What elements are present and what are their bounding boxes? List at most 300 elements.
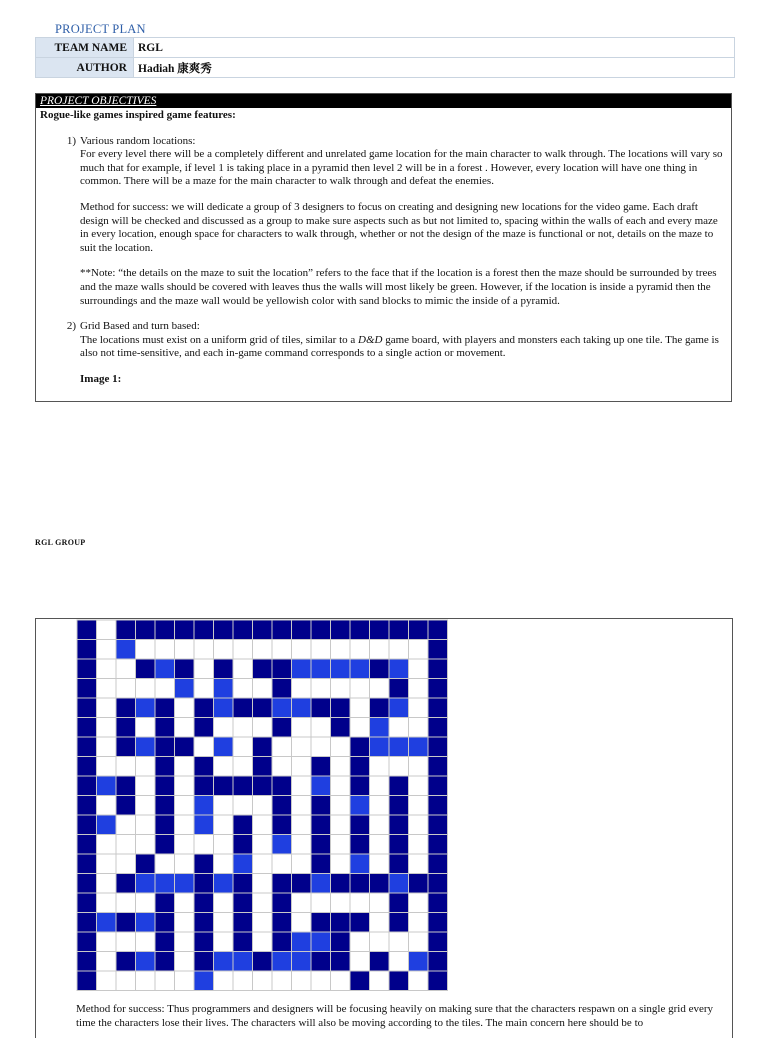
maze-floor-tile <box>155 854 175 874</box>
maze-wall-tile <box>253 952 273 972</box>
team-name-value: RGL <box>134 38 735 58</box>
maze-wall-tile <box>428 679 448 699</box>
maze-floor-tile <box>194 659 214 679</box>
maze-wall-tile <box>233 698 253 718</box>
maze-floor-tile <box>311 718 331 738</box>
maze-wall-tile <box>311 776 331 796</box>
maze-floor-tile <box>175 932 195 952</box>
maze-wall-tile <box>428 952 448 972</box>
maze-floor-tile <box>97 971 117 991</box>
maze-wall-tile <box>214 698 234 718</box>
maze-wall-tile <box>253 991 273 992</box>
maze-floor-tile <box>214 796 234 816</box>
maze-floor-tile <box>370 796 390 816</box>
maze-floor-tile <box>253 796 273 816</box>
maze-wall-tile <box>116 952 136 972</box>
maze-floor-tile <box>370 854 390 874</box>
maze-wall-tile <box>370 952 390 972</box>
maze-floor-tile <box>253 932 273 952</box>
maze-floor-tile <box>253 971 273 991</box>
list-item-number: 2) <box>66 320 76 333</box>
maze-wall-tile <box>77 796 97 816</box>
maze-floor-tile <box>253 874 273 894</box>
maze-wall-tile <box>428 991 448 992</box>
maze-floor-tile <box>409 932 429 952</box>
maze-wall-tile <box>428 854 448 874</box>
maze-wall-tile <box>370 698 390 718</box>
maze-floor-tile <box>97 659 117 679</box>
maze-floor-tile <box>97 854 117 874</box>
maze-wall-tile <box>136 659 156 679</box>
maze-floor-tile <box>409 640 429 660</box>
maze-floor-tile <box>214 718 234 738</box>
maze-wall-tile <box>77 698 97 718</box>
maze-floor-tile <box>175 971 195 991</box>
project-objectives-section <box>35 93 732 402</box>
list-item-title: Grid Based and turn based: <box>80 320 200 333</box>
maze-wall-tile <box>77 659 97 679</box>
maze-floor-tile <box>389 640 409 660</box>
maze-floor-tile <box>233 796 253 816</box>
maze-wall-tile <box>272 835 292 855</box>
footer-label: RGL GROUP <box>35 538 86 547</box>
maze-floor-tile <box>350 932 370 952</box>
maze-floor-tile <box>136 757 156 777</box>
maze-wall-tile <box>233 913 253 933</box>
maze-floor-tile <box>97 796 117 816</box>
maze-floor-tile <box>253 718 273 738</box>
maze-wall-tile <box>331 913 351 933</box>
maze-floor-tile <box>331 971 351 991</box>
maze-wall-tile <box>175 874 195 894</box>
maze-floor-tile <box>389 718 409 738</box>
maze-wall-tile <box>77 640 97 660</box>
maze-wall-tile <box>292 952 312 972</box>
maze-floor-tile <box>331 640 351 660</box>
maze-wall-tile <box>233 815 253 835</box>
maze-floor-tile <box>175 952 195 972</box>
maze-floor-tile <box>136 932 156 952</box>
maze-wall-tile <box>428 796 448 816</box>
maze-floor-tile <box>175 757 195 777</box>
maze-wall-tile <box>428 874 448 894</box>
maze-wall-tile <box>77 835 97 855</box>
objectives-subheading: Rogue-like games inspired game features: <box>40 109 236 121</box>
maze-floor-tile <box>116 932 136 952</box>
maze-wall-tile <box>194 796 214 816</box>
maze-floor-tile <box>214 815 234 835</box>
maze-wall-tile <box>155 776 175 796</box>
maze-wall-tile <box>311 952 331 972</box>
maze-wall-tile <box>77 854 97 874</box>
maze-wall-tile <box>272 952 292 972</box>
maze-floor-tile <box>311 971 331 991</box>
maze-wall-tile <box>350 815 370 835</box>
project-info-table <box>35 37 735 78</box>
maze-wall-tile <box>155 659 175 679</box>
maze-wall-tile <box>428 893 448 913</box>
maze-floor-tile <box>194 679 214 699</box>
maze-floor-tile <box>116 835 136 855</box>
maze-wall-tile <box>272 874 292 894</box>
maze-floor-tile <box>311 679 331 699</box>
maze-floor-tile <box>292 835 312 855</box>
maze-wall-tile <box>331 698 351 718</box>
maze-floor-tile <box>331 835 351 855</box>
maze-wall-tile <box>428 815 448 835</box>
maze-floor-tile <box>311 893 331 913</box>
maze-wall-tile <box>136 737 156 757</box>
maze-wall-tile <box>214 952 234 972</box>
maze-wall-tile <box>233 776 253 796</box>
maze-wall-tile <box>428 698 448 718</box>
note-paragraph: **Note: “the details on the maze to suit the location” refers to the face that if the location is a forest then the maze should be surrounded by trees and the maze walls should be covered with leaves thus the walls will most likely be green. However, if the location is inside a pyramid then the surroundings and the maze wall would be yellowish color with sand blocks to mimic the inside of a pyramid. <box>80 267 717 307</box>
maze-wall-tile <box>214 620 234 640</box>
maze-floor-tile <box>155 971 175 991</box>
maze-floor-tile <box>97 835 117 855</box>
maze-floor-tile <box>331 815 351 835</box>
maze-wall-tile <box>311 854 331 874</box>
maze-wall-tile <box>272 620 292 640</box>
maze-wall-tile <box>97 913 117 933</box>
maze-wall-tile <box>194 854 214 874</box>
maze-floor-tile <box>409 659 429 679</box>
maze-floor-tile <box>116 659 136 679</box>
maze-floor-tile <box>272 971 292 991</box>
maze-wall-tile <box>77 776 97 796</box>
maze-wall-tile <box>350 835 370 855</box>
maze-floor-tile <box>409 796 429 816</box>
maze-wall-tile <box>409 737 429 757</box>
maze-floor-tile <box>350 640 370 660</box>
maze-wall-tile <box>175 991 195 992</box>
maze-wall-tile <box>194 874 214 894</box>
maze-wall-tile <box>155 893 175 913</box>
maze-wall-tile <box>155 796 175 816</box>
maze-floor-tile <box>350 718 370 738</box>
maze-wall-tile <box>292 698 312 718</box>
maze-floor-tile <box>370 932 390 952</box>
maze-wall-tile <box>214 737 234 757</box>
maze-wall-tile <box>116 913 136 933</box>
maze-floor-tile <box>292 913 312 933</box>
maze-wall-tile <box>233 620 253 640</box>
maze-floor-tile <box>175 796 195 816</box>
maze-floor-tile <box>409 757 429 777</box>
maze-wall-tile <box>253 776 273 796</box>
maze-wall-tile <box>389 854 409 874</box>
maze-wall-tile <box>428 776 448 796</box>
maze-wall-tile <box>194 718 214 738</box>
list-item-grid-based <box>40 320 727 386</box>
maze-wall-tile <box>350 737 370 757</box>
maze-wall-tile <box>428 737 448 757</box>
maze-floor-tile <box>136 835 156 855</box>
maze-floor-tile <box>136 776 156 796</box>
maze-floor-tile <box>175 854 195 874</box>
maze-floor-tile <box>233 659 253 679</box>
maze-floor-tile <box>331 679 351 699</box>
maze-wall-tile <box>428 835 448 855</box>
maze-floor-tile <box>292 854 312 874</box>
list-item-random-locations <box>40 135 727 309</box>
maze-floor-tile <box>292 815 312 835</box>
maze-floor-tile <box>253 640 273 660</box>
maze-wall-tile <box>136 952 156 972</box>
maze-wall-tile <box>97 815 117 835</box>
maze-floor-tile <box>370 815 390 835</box>
maze-floor-tile <box>97 952 117 972</box>
maze-floor-tile <box>214 757 234 777</box>
maze-wall-tile <box>77 737 97 757</box>
maze-wall-tile <box>214 679 234 699</box>
maze-floor-tile <box>331 737 351 757</box>
maze-floor-tile <box>97 620 117 640</box>
maze-floor-tile <box>331 854 351 874</box>
maze-wall-tile <box>233 932 253 952</box>
team-name-label: TEAM NAME <box>36 38 134 58</box>
maze-wall-tile <box>272 659 292 679</box>
maze-floor-tile <box>97 737 117 757</box>
maze-floor-tile <box>116 893 136 913</box>
maze-wall-tile <box>77 718 97 738</box>
maze-wall-tile <box>389 971 409 991</box>
maze-wall-tile <box>311 835 331 855</box>
maze-wall-tile <box>214 659 234 679</box>
grid-description <box>80 334 727 361</box>
maze-wall-tile <box>136 698 156 718</box>
maze-floor-tile <box>214 971 234 991</box>
maze-wall-tile <box>155 718 175 738</box>
maze-wall-tile <box>253 698 273 718</box>
maze-floor-tile <box>292 893 312 913</box>
maze-wall-tile <box>116 640 136 660</box>
maze-wall-tile <box>350 757 370 777</box>
maze-wall-tile <box>155 620 175 640</box>
maze-wall-tile <box>389 893 409 913</box>
maze-wall-tile <box>389 737 409 757</box>
maze-floor-tile <box>409 718 429 738</box>
maze-floor-tile <box>214 640 234 660</box>
maze-wall-tile <box>350 913 370 933</box>
maze-wall-tile <box>331 659 351 679</box>
maze-wall-tile <box>77 815 97 835</box>
maze-wall-tile <box>233 991 253 992</box>
maze-wall-tile <box>428 659 448 679</box>
maze-floor-tile <box>253 893 273 913</box>
maze-wall-tile <box>155 952 175 972</box>
maze-wall-tile <box>116 718 136 738</box>
maze-wall-tile <box>311 815 331 835</box>
maze-floor-tile <box>116 679 136 699</box>
maze-wall-tile <box>370 659 390 679</box>
maze-floor-tile <box>97 698 117 718</box>
maze-floor-tile <box>175 776 195 796</box>
maze-wall-tile <box>77 913 97 933</box>
maze-floor-tile <box>409 913 429 933</box>
maze-wall-tile <box>155 737 175 757</box>
maze-floor-tile <box>97 757 117 777</box>
maze-floor-tile <box>214 932 234 952</box>
maze-wall-tile <box>389 835 409 855</box>
maze-wall-tile <box>311 620 331 640</box>
maze-floor-tile <box>370 640 390 660</box>
maze-wall-tile <box>116 698 136 718</box>
maze-wall-tile <box>389 679 409 699</box>
list-item-content <box>80 320 727 386</box>
maze-wall-tile <box>409 991 429 992</box>
maze-floor-tile <box>292 776 312 796</box>
maze-wall-tile <box>77 874 97 894</box>
maze-floor-tile <box>97 874 117 894</box>
maze-floor-tile <box>116 757 136 777</box>
maze-grid-image <box>76 619 448 991</box>
maze-wall-tile <box>292 659 312 679</box>
maze-floor-tile <box>97 640 117 660</box>
maze-floor-tile <box>350 952 370 972</box>
grid-text-end: game board, with players and monsters each taking up one tile. The game is also not time-sensitive, and each in-game command corresponds to a single action or movement. <box>80 333 719 360</box>
maze-wall-tile <box>350 796 370 816</box>
maze-floor-tile <box>233 737 253 757</box>
method-for-success-paragraph: Method for success: we will dedicate a group of 3 designers to focus on creating and designing new locations for the video game. Each draft design will be checked and discussed as a group to make sure aspects such as but not limited to, spacing within the walls of each and every maze in every location, enough space for characters to walk through, whether or not the design of the maze is functional or not, details on the maze to suit the location. <box>80 200 718 254</box>
maze-floor-tile <box>389 932 409 952</box>
maze-floor-tile <box>331 776 351 796</box>
maze-floor-tile <box>175 815 195 835</box>
maze-wall-tile <box>331 991 351 992</box>
maze-wall-tile <box>194 815 214 835</box>
maze-floor-tile <box>311 737 331 757</box>
maze-floor-tile <box>214 913 234 933</box>
maze-wall-tile <box>389 620 409 640</box>
maze-floor-tile <box>175 640 195 660</box>
maze-floor-tile <box>97 932 117 952</box>
maze-floor-tile <box>272 854 292 874</box>
maze-floor-tile <box>350 893 370 913</box>
maze-wall-tile <box>409 620 429 640</box>
maze-wall-tile <box>77 952 97 972</box>
maze-wall-tile <box>311 659 331 679</box>
maze-wall-tile <box>350 874 370 894</box>
maze-floor-tile <box>292 718 312 738</box>
maze-floor-tile <box>370 679 390 699</box>
maze-wall-tile <box>136 991 156 992</box>
maze-floor-tile <box>370 757 390 777</box>
maze-floor-tile <box>214 893 234 913</box>
maze-wall-tile <box>370 874 390 894</box>
maze-wall-tile <box>155 932 175 952</box>
list-item-content <box>80 135 727 309</box>
maze-wall-tile <box>350 971 370 991</box>
maze-wall-tile <box>97 991 117 992</box>
maze-wall-tile <box>194 757 214 777</box>
maze-floor-tile <box>409 893 429 913</box>
maze-wall-tile <box>136 874 156 894</box>
maze-floor-tile <box>136 640 156 660</box>
maze-wall-tile <box>292 991 312 992</box>
maze-wall-tile <box>136 854 156 874</box>
maze-wall-tile <box>389 698 409 718</box>
maze-wall-tile <box>331 874 351 894</box>
maze-wall-tile <box>77 971 97 991</box>
maze-wall-tile <box>350 659 370 679</box>
maze-floor-tile <box>409 776 429 796</box>
maze-wall-tile <box>136 620 156 640</box>
maze-wall-tile <box>272 718 292 738</box>
maze-wall-tile <box>194 913 214 933</box>
maze-wall-tile <box>272 776 292 796</box>
maze-floor-tile <box>116 854 136 874</box>
maze-wall-tile <box>272 913 292 933</box>
objectives-header: PROJECT OBJECTIVES <box>36 94 731 108</box>
maze-wall-tile <box>331 952 351 972</box>
maze-wall-tile <box>77 991 97 992</box>
maze-wall-tile <box>155 698 175 718</box>
maze-wall-tile <box>389 815 409 835</box>
maze-wall-tile <box>155 874 175 894</box>
maze-floor-tile <box>214 835 234 855</box>
maze-wall-tile <box>194 698 214 718</box>
maze-floor-tile <box>409 854 429 874</box>
maze-floor-tile <box>253 854 273 874</box>
maze-floor-tile <box>253 913 273 933</box>
maze-wall-tile <box>116 991 136 992</box>
maze-floor-tile <box>155 679 175 699</box>
maze-wall-tile <box>331 718 351 738</box>
maze-floor-tile <box>272 737 292 757</box>
maze-floor-tile <box>97 718 117 738</box>
maze-wall-tile <box>175 737 195 757</box>
maze-floor-tile <box>292 971 312 991</box>
list-item-number: 1) <box>66 134 76 147</box>
maze-wall-tile <box>116 874 136 894</box>
maze-wall-tile <box>311 796 331 816</box>
maze-wall-tile <box>233 835 253 855</box>
maze-floor-tile <box>175 718 195 738</box>
maze-floor-tile <box>233 718 253 738</box>
maze-wall-tile <box>136 913 156 933</box>
maze-floor-tile <box>136 679 156 699</box>
maze-floor-tile <box>194 835 214 855</box>
maze-wall-tile <box>194 952 214 972</box>
maze-wall-tile <box>233 874 253 894</box>
maze-wall-tile <box>350 776 370 796</box>
maze-figure-section <box>35 618 733 1038</box>
maze-floor-tile <box>253 679 273 699</box>
maze-wall-tile <box>331 620 351 640</box>
maze-floor-tile <box>409 698 429 718</box>
maze-wall-tile <box>311 913 331 933</box>
maze-wall-tile <box>370 991 390 992</box>
maze-wall-tile <box>116 776 136 796</box>
author-label: AUTHOR <box>36 58 134 78</box>
maze-floor-tile <box>292 796 312 816</box>
maze-floor-tile <box>175 835 195 855</box>
maze-wall-tile <box>194 932 214 952</box>
maze-wall-tile <box>292 874 312 894</box>
maze-wall-tile <box>428 913 448 933</box>
maze-floor-tile <box>194 737 214 757</box>
maze-wall-tile <box>77 932 97 952</box>
image-label: Image 1: <box>80 372 122 385</box>
maze-wall-tile <box>194 893 214 913</box>
team-name-row <box>36 38 735 58</box>
maze-wall-tile <box>77 620 97 640</box>
maze-floor-tile <box>233 757 253 777</box>
maze-wall-tile <box>370 620 390 640</box>
maze-floor-tile <box>97 679 117 699</box>
maze-floor-tile <box>136 796 156 816</box>
maze-wall-tile <box>428 757 448 777</box>
